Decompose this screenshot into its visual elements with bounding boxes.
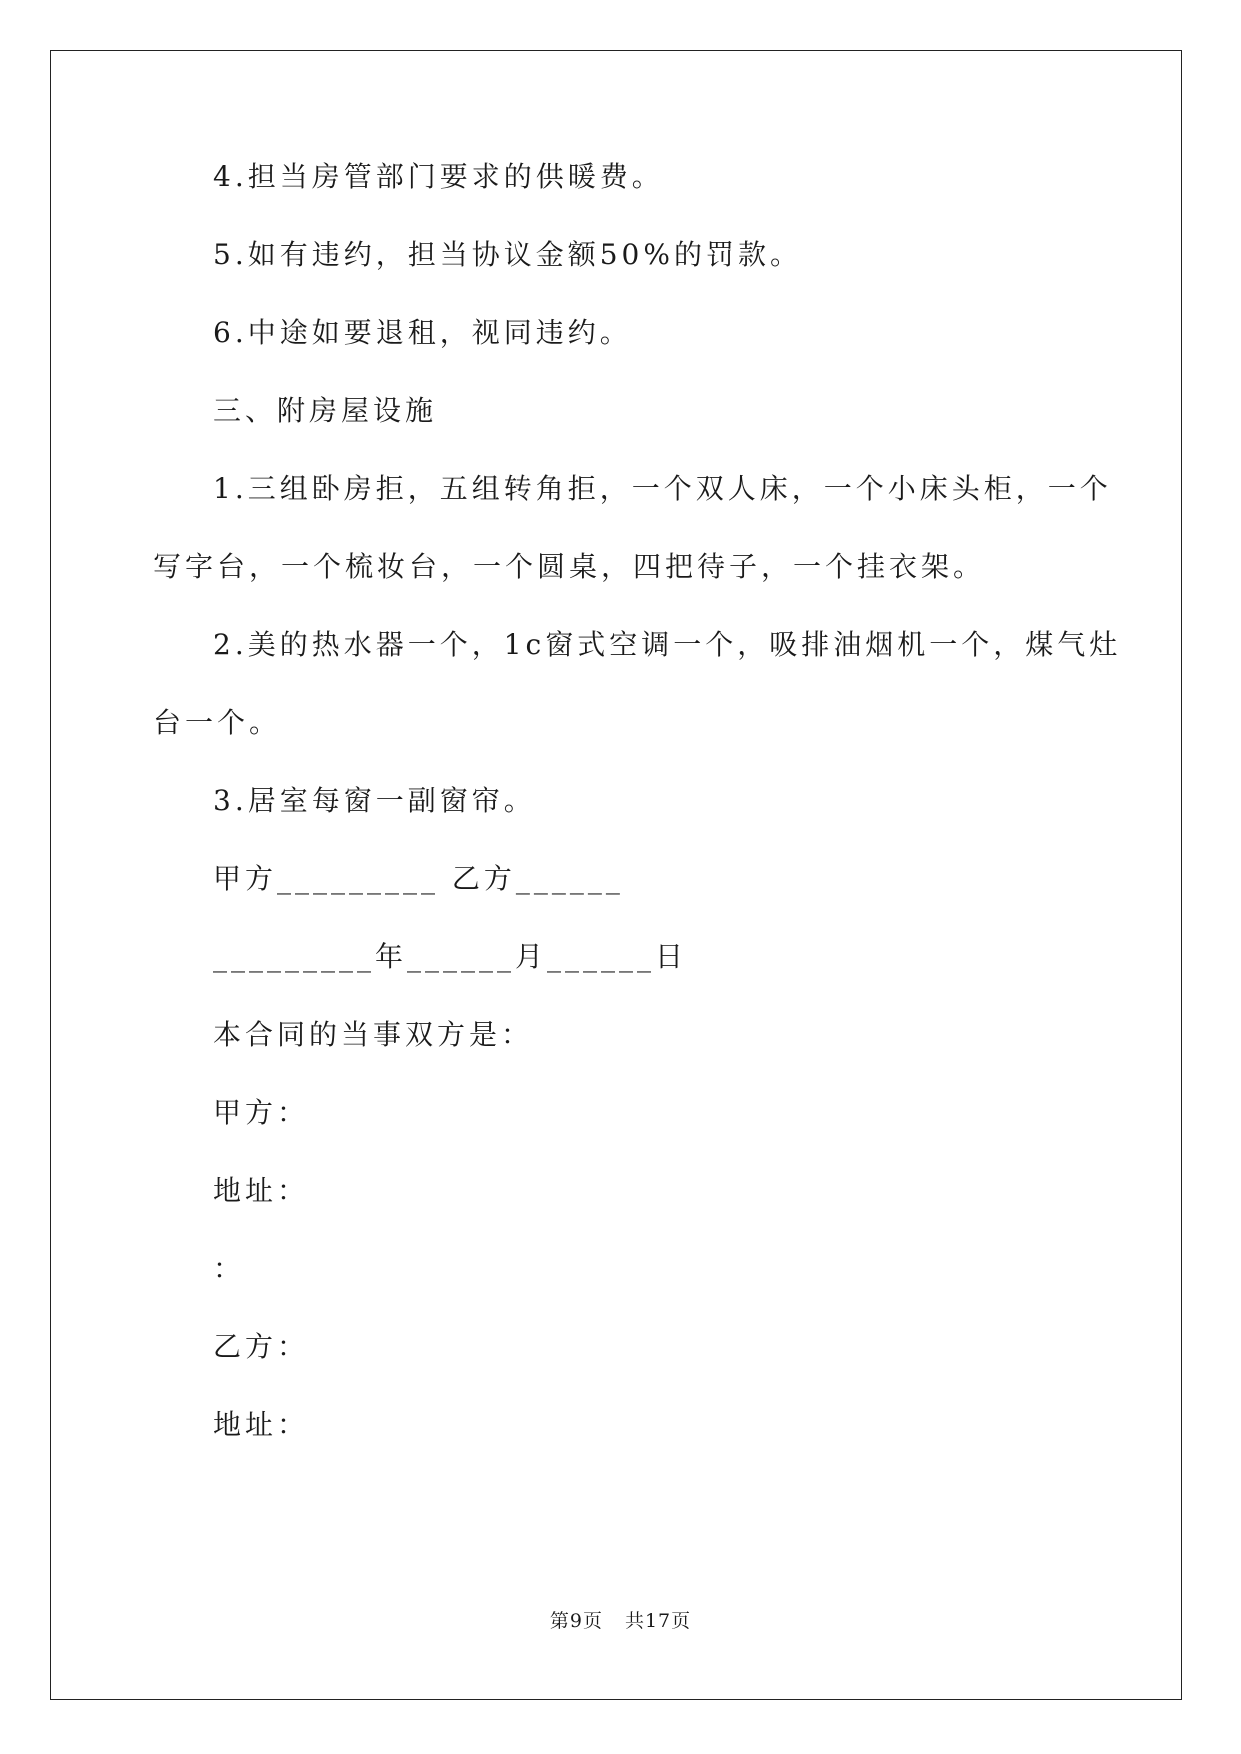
party-b-address-label: 地址： [213,1408,310,1441]
signature-line-parties: 甲方_________ 乙方______ [213,862,624,895]
paragraph-6-early-termination: 6.中途如要退租，视同违约。 [213,316,632,349]
date-line: _________年______月______日 [213,940,688,973]
colon-line: ： [213,1252,246,1285]
paragraph-4-heating-fee: 4.担当房管部门要求的供暖费。 [213,160,664,193]
facility-2-line-1: 2.美的热水器一个，1c窗式空调一个，吸排油烟机一个，煤气灶 [213,628,1122,661]
page-total: 共17页 [624,1610,692,1632]
facility-3-curtains: 3.居室每窗一副窗帘。 [213,784,536,817]
party-a-label: 甲方： [213,1096,310,1129]
facility-2-line-2: 台一个。 [153,706,282,739]
page-number: 第9页 [549,1610,603,1632]
facility-1-line-1: 1.三组卧房拒，五组转角拒，一个双人床，一个小床头柜，一个 [213,472,1112,505]
parties-intro: 本合同的当事双方是： [213,1018,534,1051]
party-b-label: 乙方： [213,1330,310,1363]
paragraph-5-penalty: 5.如有违约，担当协议金额50%的罚款。 [213,238,802,271]
section-heading-facilities: 三、附房屋设施 [213,394,438,427]
facility-1-line-2: 写字台，一个梳妆台，一个圆桌，四把待子，一个挂衣架。 [153,550,986,583]
party-a-address-label: 地址： [213,1174,310,1207]
page-footer [0,1608,1241,1634]
